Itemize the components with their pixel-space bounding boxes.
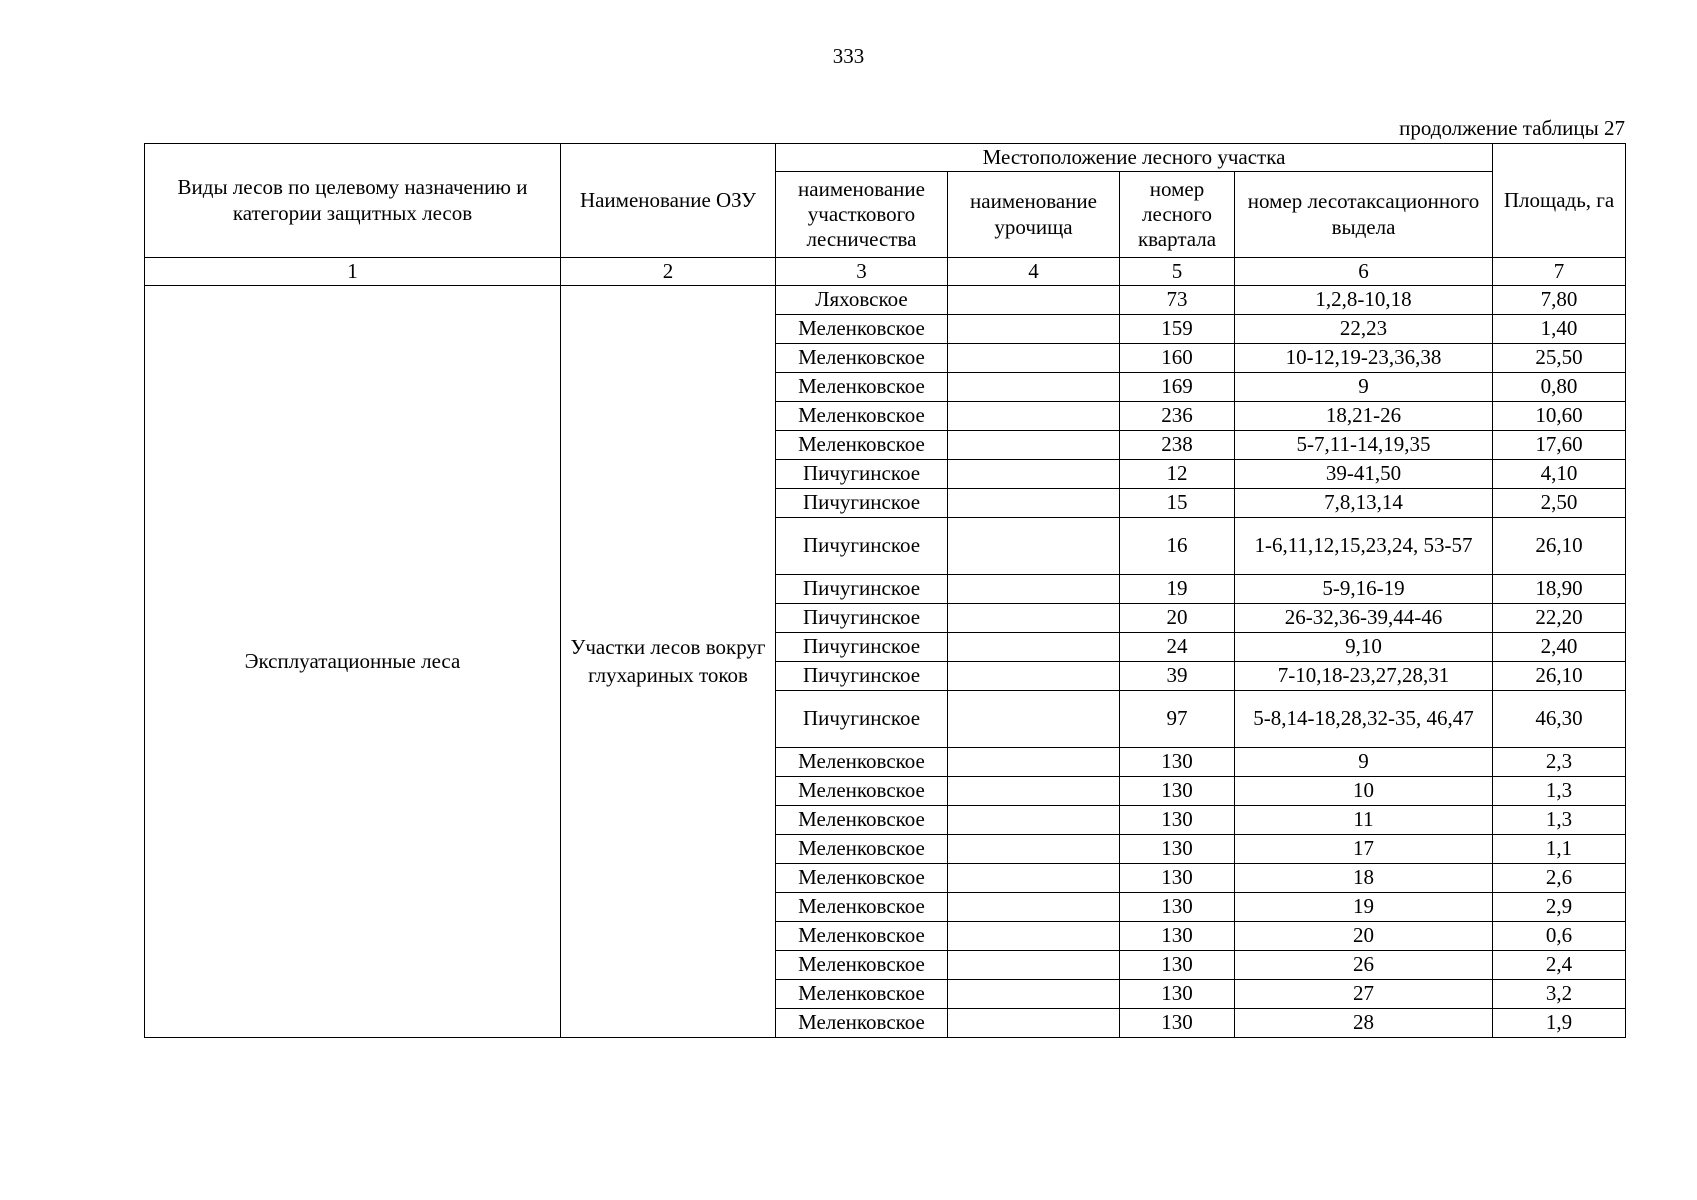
quarter-number-cell: 130	[1120, 893, 1235, 922]
header-quarter-number: номер лесного квартала	[1120, 172, 1235, 258]
area-cell: 25,50	[1493, 344, 1626, 373]
district-forestry-cell: Меленковское	[776, 315, 948, 344]
allotment-number-cell: 27	[1235, 980, 1493, 1009]
header-ozu-name: Наименование ОЗУ	[561, 144, 776, 258]
quarter-number-cell: 12	[1120, 460, 1235, 489]
tract-name-cell	[948, 315, 1120, 344]
area-cell: 1,1	[1493, 835, 1626, 864]
allotment-number-cell: 9	[1235, 373, 1493, 402]
quarter-number-cell: 130	[1120, 864, 1235, 893]
district-forestry-cell: Меленковское	[776, 922, 948, 951]
column-number: 2	[561, 258, 776, 286]
column-number: 7	[1493, 258, 1626, 286]
forest-plots-table	[144, 143, 1626, 1038]
allotment-number-cell: 20	[1235, 922, 1493, 951]
allotment-number-cell: 26	[1235, 951, 1493, 980]
allotment-number-cell: 22,23	[1235, 315, 1493, 344]
allotment-number-cell: 1,2,8-10,18	[1235, 286, 1493, 315]
quarter-number-cell: 73	[1120, 286, 1235, 315]
quarter-number-cell: 130	[1120, 748, 1235, 777]
column-number: 4	[948, 258, 1120, 286]
area-cell: 26,10	[1493, 662, 1626, 691]
area-cell: 2,50	[1493, 489, 1626, 518]
forest-type-cell: Эксплуатационные леса	[145, 286, 561, 1038]
quarter-number-cell: 130	[1120, 922, 1235, 951]
quarter-number-cell: 39	[1120, 662, 1235, 691]
area-cell: 2,9	[1493, 893, 1626, 922]
tract-name-cell	[948, 980, 1120, 1009]
tract-name-cell	[948, 373, 1120, 402]
area-cell: 18,90	[1493, 575, 1626, 604]
allotment-number-cell: 5-9,16-19	[1235, 575, 1493, 604]
quarter-number-cell: 97	[1120, 691, 1235, 748]
district-forestry-cell: Пичугинское	[776, 691, 948, 748]
tract-name-cell	[948, 748, 1120, 777]
page-number: 333	[832, 44, 865, 68]
quarter-number-cell: 15	[1120, 489, 1235, 518]
tract-name-cell	[948, 604, 1120, 633]
quarter-number-cell: 130	[1120, 777, 1235, 806]
quarter-number-cell: 236	[1120, 402, 1235, 431]
area-cell: 2,40	[1493, 633, 1626, 662]
district-forestry-cell: Меленковское	[776, 835, 948, 864]
district-forestry-cell: Пичугинское	[776, 489, 948, 518]
header-area: Площадь, га	[1493, 144, 1626, 258]
tract-name-cell	[948, 777, 1120, 806]
area-cell: 3,2	[1493, 980, 1626, 1009]
quarter-number-cell: 130	[1120, 951, 1235, 980]
area-cell: 1,40	[1493, 315, 1626, 344]
allotment-number-cell: 10	[1235, 777, 1493, 806]
district-forestry-cell: Меленковское	[776, 864, 948, 893]
quarter-number-cell: 238	[1120, 431, 1235, 460]
tract-name-cell	[948, 633, 1120, 662]
ozu-name-cell: Участки лесов вокруг глухариных токов	[561, 286, 776, 1038]
allotment-number-cell: 17	[1235, 835, 1493, 864]
column-number: 5	[1120, 258, 1235, 286]
tract-name-cell	[948, 806, 1120, 835]
quarter-number-cell: 130	[1120, 980, 1235, 1009]
tract-name-cell	[948, 835, 1120, 864]
area-cell: 26,10	[1493, 518, 1626, 575]
allotment-number-cell: 1-6,11,12,15,23,24, 53-57	[1235, 518, 1493, 575]
allotment-number-cell: 5-8,14-18,28,32-35, 46,47	[1235, 691, 1493, 748]
tract-name-cell	[948, 431, 1120, 460]
district-forestry-cell: Меленковское	[776, 344, 948, 373]
quarter-number-cell: 130	[1120, 1009, 1235, 1038]
district-forestry-cell: Меленковское	[776, 980, 948, 1009]
area-cell: 1,9	[1493, 1009, 1626, 1038]
district-forestry-cell: Меленковское	[776, 1009, 948, 1038]
quarter-number-cell: 20	[1120, 604, 1235, 633]
allotment-number-cell: 9,10	[1235, 633, 1493, 662]
district-forestry-cell: Пичугинское	[776, 633, 948, 662]
allotment-number-cell: 5-7,11-14,19,35	[1235, 431, 1493, 460]
district-forestry-cell: Меленковское	[776, 893, 948, 922]
area-cell: 4,10	[1493, 460, 1626, 489]
allotment-number-cell: 9	[1235, 748, 1493, 777]
area-cell: 17,60	[1493, 431, 1626, 460]
tract-name-cell	[948, 575, 1120, 604]
allotment-number-cell: 7,8,13,14	[1235, 489, 1493, 518]
allotment-number-cell: 26-32,36-39,44-46	[1235, 604, 1493, 633]
quarter-number-cell: 169	[1120, 373, 1235, 402]
column-number: 1	[145, 258, 561, 286]
table-header	[145, 144, 1626, 286]
area-cell: 7,80	[1493, 286, 1626, 315]
header-forest-type: Виды лесов по целевому назначению и категории защитных лесов	[145, 144, 561, 258]
district-forestry-cell: Пичугинское	[776, 575, 948, 604]
allotment-number-cell: 11	[1235, 806, 1493, 835]
district-forestry-cell: Пичугинское	[776, 518, 948, 575]
allotment-number-cell: 28	[1235, 1009, 1493, 1038]
header-district-forestry: наименование участкового лесничества	[776, 172, 948, 258]
allotment-number-cell: 7-10,18-23,27,28,31	[1235, 662, 1493, 691]
allotment-number-cell: 39-41,50	[1235, 460, 1493, 489]
district-forestry-cell: Меленковское	[776, 402, 948, 431]
table-continuation-label: продолжение таблицы 27	[1399, 116, 1625, 140]
allotment-number-cell: 19	[1235, 893, 1493, 922]
allotment-number-cell: 10-12,19-23,36,38	[1235, 344, 1493, 373]
quarter-number-cell: 130	[1120, 806, 1235, 835]
tract-name-cell	[948, 344, 1120, 373]
tract-name-cell	[948, 286, 1120, 315]
area-cell: 2,3	[1493, 748, 1626, 777]
tract-name-cell	[948, 864, 1120, 893]
area-cell: 1,3	[1493, 806, 1626, 835]
tract-name-cell	[948, 922, 1120, 951]
area-cell: 46,30	[1493, 691, 1626, 748]
header-location-group: Местоположение лесного участка	[776, 144, 1493, 172]
tract-name-cell	[948, 893, 1120, 922]
header-tract-name: наименование урочища	[948, 172, 1120, 258]
tract-name-cell	[948, 662, 1120, 691]
district-forestry-cell: Меленковское	[776, 777, 948, 806]
quarter-number-cell: 24	[1120, 633, 1235, 662]
district-forestry-cell: Меленковское	[776, 431, 948, 460]
quarter-number-cell: 16	[1120, 518, 1235, 575]
column-number: 6	[1235, 258, 1493, 286]
column-number: 3	[776, 258, 948, 286]
area-cell: 0,80	[1493, 373, 1626, 402]
tract-name-cell	[948, 951, 1120, 980]
area-cell: 10,60	[1493, 402, 1626, 431]
district-forestry-cell: Пичугинское	[776, 604, 948, 633]
tract-name-cell	[948, 489, 1120, 518]
tract-name-cell	[948, 691, 1120, 748]
area-cell: 2,4	[1493, 951, 1626, 980]
tract-name-cell	[948, 402, 1120, 431]
district-forestry-cell: Пичугинское	[776, 662, 948, 691]
area-cell: 0,6	[1493, 922, 1626, 951]
district-forestry-cell: Меленковское	[776, 373, 948, 402]
district-forestry-cell: Меленковское	[776, 806, 948, 835]
district-forestry-cell: Меленковское	[776, 748, 948, 777]
district-forestry-cell: Пичугинское	[776, 460, 948, 489]
table-body	[145, 286, 1626, 1038]
quarter-number-cell: 130	[1120, 835, 1235, 864]
column-numbers-row	[145, 258, 1626, 286]
table-row	[145, 286, 1626, 315]
quarter-number-cell: 19	[1120, 575, 1235, 604]
allotment-number-cell: 18,21-26	[1235, 402, 1493, 431]
tract-name-cell	[948, 1009, 1120, 1038]
quarter-number-cell: 159	[1120, 315, 1235, 344]
allotment-number-cell: 18	[1235, 864, 1493, 893]
header-allotment-number: номер лесотаксационного выдела	[1235, 172, 1493, 258]
area-cell: 1,3	[1493, 777, 1626, 806]
area-cell: 2,6	[1493, 864, 1626, 893]
tract-name-cell	[948, 460, 1120, 489]
tract-name-cell	[948, 518, 1120, 575]
area-cell: 22,20	[1493, 604, 1626, 633]
district-forestry-cell: Ляховское	[776, 286, 948, 315]
quarter-number-cell: 160	[1120, 344, 1235, 373]
district-forestry-cell: Меленковское	[776, 951, 948, 980]
